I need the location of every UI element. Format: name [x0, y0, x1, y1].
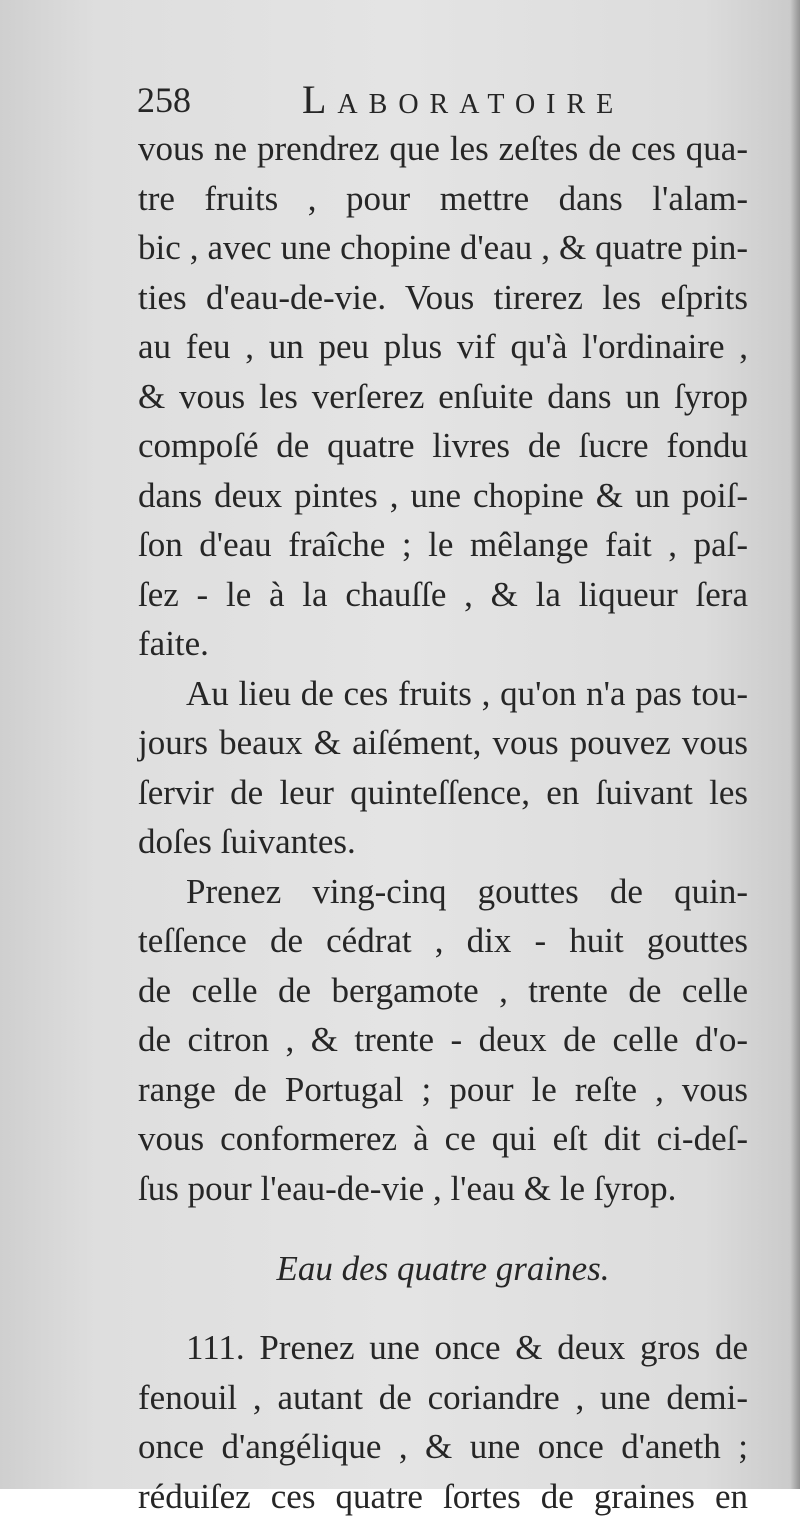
text-line: Au lieu de ces fruits , qu'on n'a pas tou- — [138, 669, 748, 719]
running-title: Laboratoire — [302, 74, 624, 126]
paragraph-recipe-continuation — [138, 124, 748, 669]
text-line: ties d'eau-de-vie. Vous tirerez les eſprits — [138, 273, 748, 323]
text-line: au feu , un peu plus vif qu'à l'ordinaire , — [138, 322, 748, 372]
text-line: de celle de bergamote , trente de celle — [138, 966, 748, 1016]
text-line: ſus pour l'eau-de-vie , l'eau & le ſyrop. — [138, 1164, 748, 1214]
text-line: ſez - le à la chauſſe , & la liqueur ſera — [138, 570, 748, 620]
page-number: 258 — [137, 74, 191, 126]
paragraph-four-seeds — [138, 1323, 748, 1521]
text-line: ſervir de leur quinteſſence, en ſuivant les — [138, 768, 748, 818]
text-line: vous conformerez à ce qui eſt dit ci-deſ- — [138, 1114, 748, 1164]
text-line: réduiſez ces quatre ſortes de graines en — [138, 1472, 748, 1521]
text-line: bic , avec une chopine d'eau , & quatre pin- — [138, 223, 748, 273]
text-line: & vous les verſerez enſuite dans un ſyrop — [138, 372, 748, 422]
text-line: Prenez ving-cinq gouttes de quin- — [138, 867, 748, 917]
text-line: 111. Prenez une once & deux gros de — [138, 1323, 748, 1373]
text-line: tre fruits , pour mettre dans l'alam- — [138, 174, 748, 224]
text-line: vous ne prendrez que les zeſtes de ces qua- — [138, 124, 748, 174]
text-line: compoſé de quatre livres de ſucre fondu — [138, 421, 748, 471]
text-line: faite. — [138, 619, 748, 669]
text-line: jours beaux & aiſément, vous pouvez vous — [138, 718, 748, 768]
text-line: range de Portugal ; pour le reſte , vous — [138, 1065, 748, 1115]
text-line: de citron , & trente - deux de celle d'o- — [138, 1015, 748, 1065]
body-text — [138, 124, 748, 1521]
paragraph-doses — [138, 867, 748, 1214]
text-line: fenouil , autant de coriandre , une demi- — [138, 1373, 748, 1423]
page-header — [137, 74, 737, 126]
section-heading: Eau des quatre graines. — [138, 1213, 748, 1306]
text-line: ſon d'eau fraîche ; le mêlange fait , paſ- — [138, 520, 748, 570]
text-line: doſes ſuivantes. — [138, 817, 748, 867]
text-line: dans deux pintes , une chopine & un poiſ- — [138, 471, 748, 521]
text-line: teſſence de cédrat , dix - huit gouttes — [138, 916, 748, 966]
text-line: once d'angélique , & une once d'aneth ; — [138, 1422, 748, 1472]
paragraph-quintessence — [138, 669, 748, 867]
